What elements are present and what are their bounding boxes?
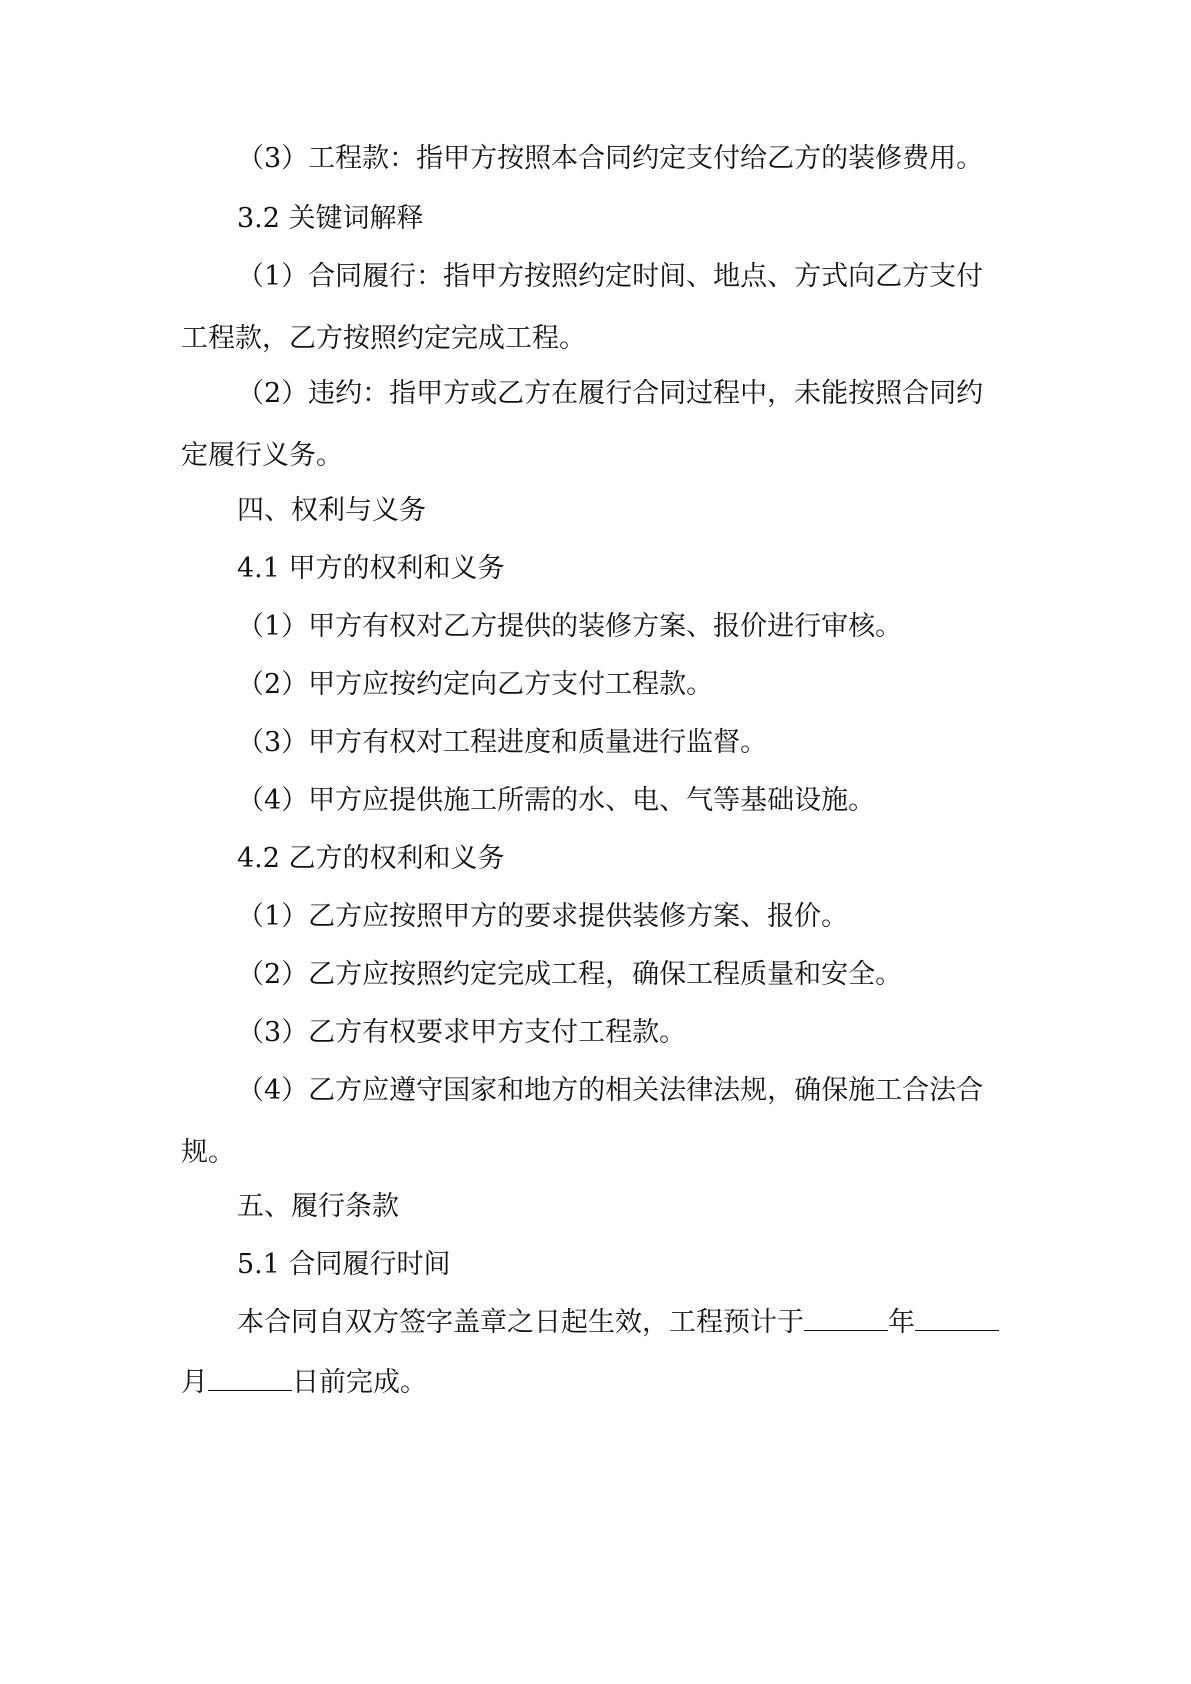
definition-contract-performance: （1）合同履行：指甲方按照约定时间、地点、方式向乙方支付 工程款，乙方按照约定完成工程。 (181, 261, 984, 354)
party-b-item-2: （2）乙方应按照约定完成工程，确保工程质量和安全。 (237, 959, 903, 990)
section-heading-4: 四、权利与义务 (237, 495, 426, 526)
party-a-item-4: （4）甲方应提供施工所需的水、电、气等基础设施。 (237, 785, 876, 816)
day-blank (208, 1368, 292, 1391)
party-b-item-4: （4）乙方应遵守国家和地方的相关法律法规，确保施工合法合 规。 (181, 1075, 984, 1168)
party-b-item-3: （3）乙方有权要求甲方支付工程款。 (237, 1017, 687, 1048)
party-b-item-1: （1）乙方应按照甲方的要求提供装修方案、报价。 (237, 901, 849, 932)
section-heading-4-1: 4.1 甲方的权利和义务 (237, 553, 505, 584)
party-a-item-3: （3）甲方有权对工程进度和质量进行监督。 (237, 727, 768, 758)
party-a-item-2: （2）甲方应按约定向乙方支付工程款。 (237, 669, 714, 700)
section-heading-5: 五、履行条款 (237, 1191, 399, 1222)
year-blank (804, 1308, 888, 1331)
definition-breach: （2）违约：指甲方或乙方在履行合同过程中，未能按照合同约 定履行义务。 (181, 378, 984, 471)
section-heading-3-2: 3.2 关键词解释 (237, 203, 424, 234)
section-heading-5-1: 5.1 合同履行时间 (237, 1249, 451, 1280)
month-blank (915, 1308, 999, 1331)
definition-project-payment: （3）工程款：指甲方按照本合同约定支付给乙方的装修费用。 (237, 143, 984, 174)
final-clause-line-2: 月 日前完成。 (181, 1367, 427, 1398)
party-a-item-1: （1）甲方有权对乙方提供的装修方案、报价进行审核。 (237, 611, 903, 642)
section-heading-4-2: 4.2 乙方的权利和义务 (237, 843, 505, 874)
final-clause-line-1: 本合同自双方签字盖章之日起生效，工程预计于 年 (181, 1292, 1021, 1354)
